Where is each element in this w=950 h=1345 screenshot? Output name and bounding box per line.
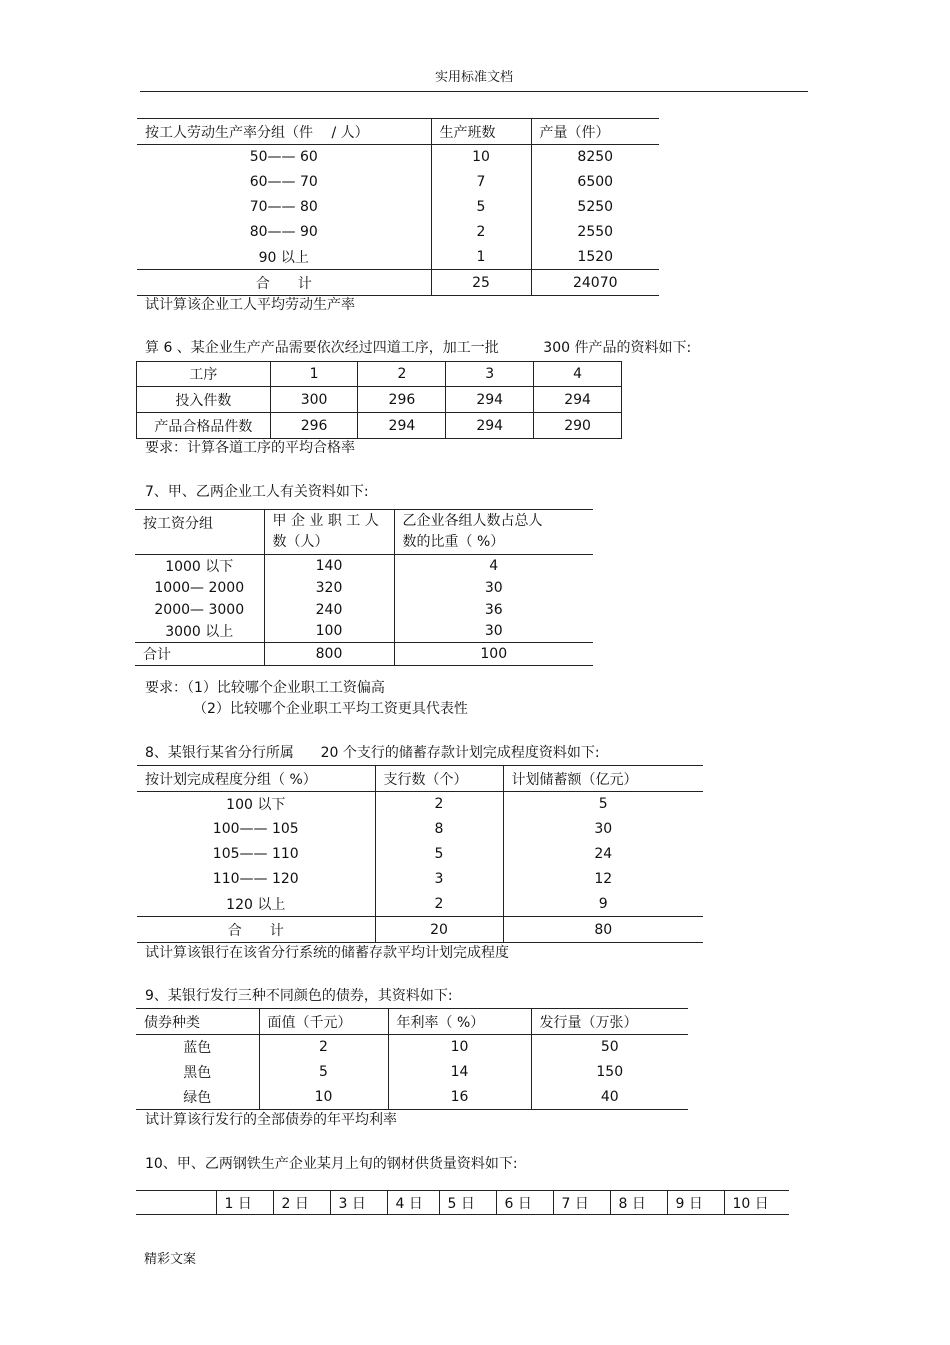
- cell: 合 计: [137, 270, 431, 296]
- cell: 1000 以下: [135, 555, 264, 577]
- cell: 800: [264, 643, 394, 666]
- cell: 2: [375, 892, 503, 917]
- table-row: [137, 145, 659, 170]
- table-row: [137, 362, 622, 387]
- header-cell: 2 日: [273, 1191, 330, 1215]
- cell: 4: [489, 557, 499, 574]
- cell: 90 以上: [137, 245, 431, 270]
- cell: 8: [375, 817, 503, 842]
- question-title: 7、甲、乙两企业工人有关资料如下:: [145, 484, 369, 500]
- table-row: [135, 555, 593, 577]
- requirement-1: 要求：（1）比较哪个企业职工工资偏高: [145, 680, 385, 696]
- cell: 5: [431, 195, 531, 220]
- cell: 70—— 80: [137, 195, 431, 220]
- cell: 3: [446, 362, 534, 387]
- cell: 工序: [137, 362, 271, 387]
- table-row: [135, 621, 593, 643]
- cell: 10: [431, 145, 531, 170]
- cell: 2550: [577, 224, 614, 240]
- header-cell: 5 日: [439, 1191, 496, 1215]
- cell: 50—— 60: [137, 145, 431, 170]
- cell: 100: [394, 643, 593, 666]
- cell: 16: [388, 1085, 531, 1110]
- table-total-row: [135, 643, 593, 666]
- header-cell: 甲 企 业 职 工 人 数（人）: [264, 510, 394, 555]
- cell: 290: [534, 413, 622, 439]
- table-header-row: [135, 510, 593, 555]
- cell: 320: [264, 577, 394, 599]
- table-row: [137, 842, 703, 867]
- table-header-row: [137, 119, 659, 145]
- cell: 合 计: [137, 917, 375, 943]
- cell: 60—— 70: [137, 170, 431, 195]
- header-cell: [136, 1191, 216, 1215]
- cell: 294: [446, 413, 534, 439]
- table-total-row: [137, 270, 659, 296]
- cell: 25: [431, 270, 531, 296]
- cell: 294: [358, 413, 446, 439]
- cell: 36: [484, 601, 503, 618]
- header-cell: 1 日: [216, 1191, 273, 1215]
- cell: 120 以上: [137, 892, 375, 917]
- cell: 10: [388, 1035, 531, 1060]
- header-cell: 年利率（ %）: [388, 1009, 531, 1035]
- cell: 80: [503, 917, 703, 943]
- question-note: 要求：计算各道工序的平均合格率: [145, 440, 355, 456]
- requirement-2: （2）比较哪个企业职工平均工资更具代表性: [193, 701, 468, 717]
- cell: 5250: [577, 199, 614, 215]
- page-footer: 精彩文案: [144, 1252, 197, 1267]
- cell: 1: [270, 362, 358, 387]
- header-cell: 面值（千元）: [259, 1009, 388, 1035]
- cell: 294: [534, 387, 622, 413]
- cell: 2000— 3000: [135, 599, 264, 621]
- cell: 296: [270, 413, 358, 439]
- cell: 105—— 110: [137, 842, 375, 867]
- cell: 80—— 90: [137, 220, 431, 245]
- bond-table: [136, 1008, 688, 1110]
- table-total-row: [137, 917, 703, 943]
- steel-supply-table: [136, 1190, 789, 1215]
- cell: 100—— 105: [137, 817, 375, 842]
- table-row: [137, 792, 703, 817]
- cell: 30: [594, 821, 613, 837]
- cell: 1: [431, 245, 531, 270]
- table-row: [137, 170, 659, 195]
- table-row: [137, 195, 659, 220]
- productivity-table: [137, 118, 659, 296]
- process-table: [136, 361, 622, 439]
- cell: 2: [375, 792, 503, 817]
- cell: 黑色: [136, 1060, 259, 1085]
- header-cell: 乙企业各组人数占总人 数的比重（ %）: [394, 510, 593, 555]
- cell: 40: [531, 1085, 688, 1110]
- header-cell: 3 日: [330, 1191, 387, 1215]
- table-row: [137, 245, 659, 270]
- cell: 8250: [577, 149, 614, 166]
- cell: 100 以下: [137, 792, 375, 817]
- header-cell: 按工资分组: [135, 510, 264, 555]
- page-header: 实用标准文档: [140, 66, 808, 92]
- header-cell: 6 日: [496, 1191, 553, 1215]
- table-row: [137, 413, 622, 439]
- header-cell: 9 日: [667, 1191, 724, 1215]
- table-row: [135, 577, 593, 599]
- header-cell: 发行量（万张）: [531, 1009, 688, 1035]
- cell: 20: [375, 917, 503, 943]
- question-title: 8、某银行某省分行所属 20 个支行的储蓄存款计划完成程度资料如下:: [145, 745, 600, 761]
- cell: 7: [431, 170, 531, 195]
- header-cell: 按计划完成程度分组（ %）: [137, 766, 375, 792]
- cell: 绿色: [136, 1085, 259, 1110]
- cell: 1520: [577, 248, 614, 265]
- cell: 合计: [135, 643, 264, 666]
- header-cell: 产量（件）: [531, 119, 659, 145]
- cell: 294: [446, 387, 534, 413]
- question-title: 10、甲、乙两钢铁生产企业某月上旬的钢材供货量资料如下:: [145, 1156, 518, 1172]
- cell: 300: [270, 387, 358, 413]
- header-cell: 4 日: [387, 1191, 439, 1215]
- cell: 2: [431, 220, 531, 245]
- table-row: [135, 599, 593, 621]
- table-row: [137, 817, 703, 842]
- cell: 100: [264, 621, 394, 643]
- cell: 5: [598, 796, 608, 813]
- question-note: 试计算该行发行的全部债券的年平均利率: [145, 1112, 397, 1128]
- header-cell: 计划储蓄额（亿元）: [503, 766, 703, 792]
- wage-table: [135, 509, 593, 666]
- cell: 6500: [577, 174, 614, 190]
- header-cell: 按工人劳动生产率分组（件 / 人）: [137, 119, 431, 145]
- cell: 2: [358, 362, 446, 387]
- cell: 产品合格品件数: [137, 413, 271, 439]
- cell: 30: [484, 579, 503, 596]
- bank-plan-table: [137, 765, 703, 943]
- header-cell: 生产班数: [431, 119, 531, 145]
- cell: 140: [264, 555, 394, 577]
- cell: 1000— 2000: [135, 577, 264, 599]
- header-cell: 8 日: [610, 1191, 667, 1215]
- table-header-row: [136, 1191, 789, 1215]
- cell: 蓝色: [136, 1035, 259, 1060]
- cell: 9: [598, 895, 608, 912]
- cell: 12: [594, 871, 613, 887]
- cell: 30: [484, 623, 503, 640]
- cell: 14: [388, 1060, 531, 1085]
- cell: 50: [600, 1039, 619, 1056]
- cell: 150: [596, 1064, 624, 1080]
- table-row: [137, 387, 622, 413]
- table-row: [137, 892, 703, 917]
- header-cell: 支行数（个）: [375, 766, 503, 792]
- cell: 24070: [531, 270, 659, 296]
- cell: 5: [375, 842, 503, 867]
- question-note: 试计算该银行在该省分行系统的储蓄存款平均计划完成程度: [145, 945, 509, 961]
- header-cell: 7 日: [553, 1191, 610, 1215]
- table-row: [136, 1085, 688, 1110]
- cell: 投入件数: [137, 387, 271, 413]
- question-note: 试计算该企业工人平均劳动生产率: [145, 297, 355, 313]
- cell: 296: [358, 387, 446, 413]
- question-title: 9、某银行发行三种不同颜色的债券，其资料如下:: [145, 988, 453, 1004]
- cell: 110—— 120: [137, 867, 375, 892]
- table-row: [136, 1060, 688, 1085]
- question-title: 算 6 、某企业生产产品需要依次经过四道工序，加工一批 300 件产品的资料如下:: [145, 340, 692, 356]
- table-row: [136, 1035, 688, 1060]
- table-header-row: [136, 1009, 688, 1035]
- cell: 5: [259, 1060, 388, 1085]
- header-cell: 债券种类: [136, 1009, 259, 1035]
- cell: 240: [264, 599, 394, 621]
- cell: 4: [534, 362, 622, 387]
- cell: 3000 以上: [135, 621, 264, 643]
- cell: 10: [259, 1085, 388, 1110]
- cell: 2: [259, 1035, 388, 1060]
- table-header-row: [137, 766, 703, 792]
- table-row: [137, 220, 659, 245]
- table-row: [137, 867, 703, 892]
- cell: 24: [594, 846, 613, 862]
- header-cell: 10 日: [724, 1191, 789, 1215]
- cell: 3: [375, 867, 503, 892]
